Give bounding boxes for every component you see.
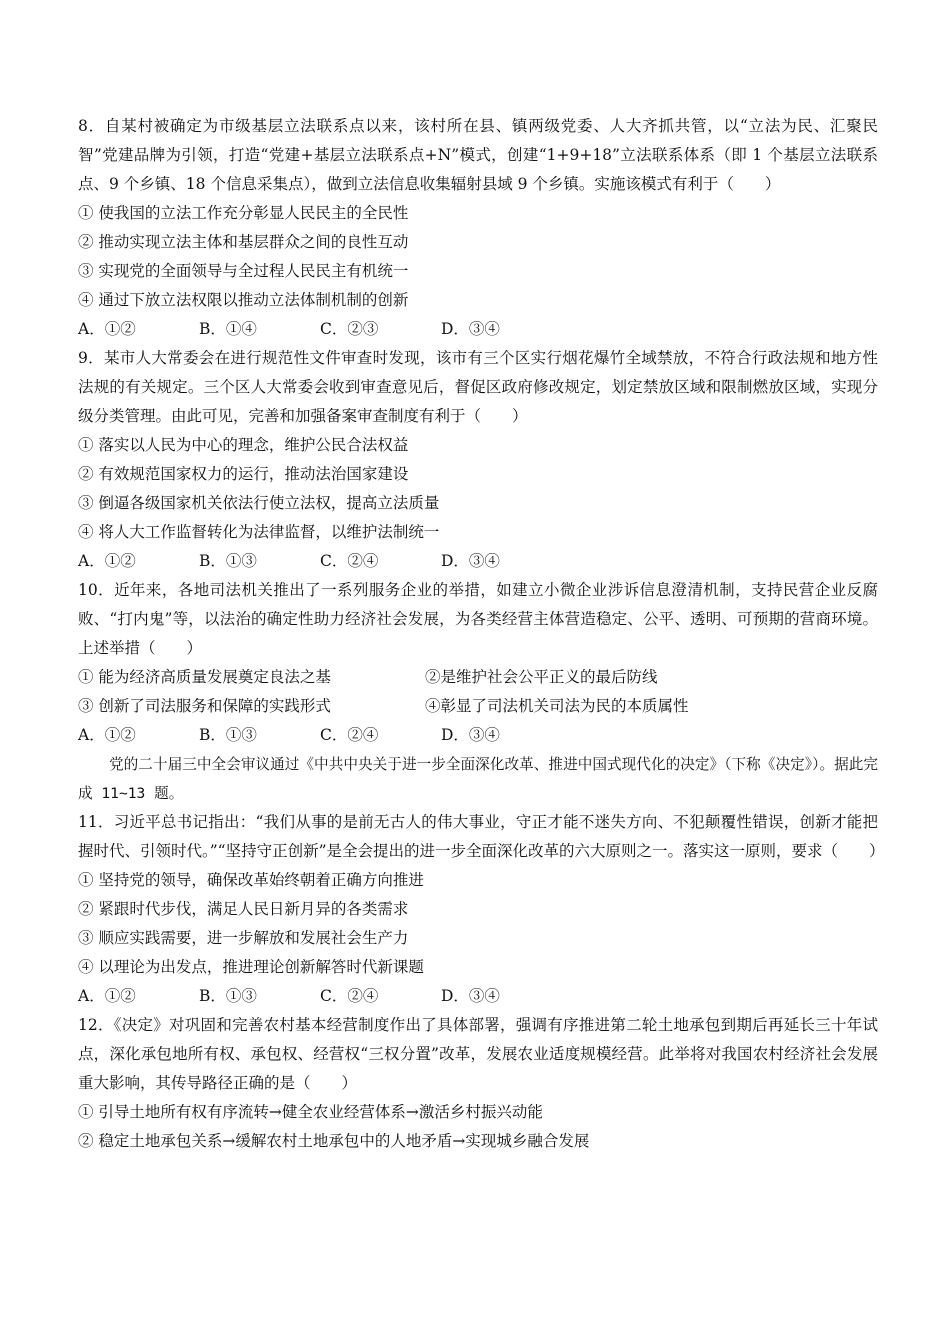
q10-option-d: D．③④ <box>441 726 500 744</box>
q10-items-row-1 <box>78 663 878 692</box>
q10-items-row-2 <box>78 692 878 721</box>
material-intro: 党的二十届三中全会审议通过《中共中央关于进一步全面深化改革、推进中国式现代化的决定》（下称《决定》）。据此完成 11~13 题。 <box>78 756 878 802</box>
q9-option-b: B．①③ <box>199 552 257 570</box>
q11-option-a: A．①② <box>78 987 136 1005</box>
q8-option-c: C．②③ <box>320 320 379 338</box>
q12-stem: 12．《决定》对巩固和完善农村基本经营制度作出了具体部署，强调有序推进第二轮土地承包到期后再延长三十年试点，深化承包地所有权、承包权、经营权“三权分置”改革，发展农业适度规模经营。此举将对我国农村经济社会发展重大影响，其传导路径正确的是（ ） <box>78 1016 878 1092</box>
q8-stem: 8．自某村被确定为市级基层立法联系点以来，该村所在县、镇两级党委、人大齐抓共管，以“立法为民、汇聚民智”党建品牌为引领，打造“党建+基层立法联系点+N”模式，创建“1+9+18”立法联系体系（即 1 个基层立法联系点、9 个乡镇、18 个信息采集点），做到立法信息收集辐射县域 9 个乡镇。实施该模式有利于（ ） <box>78 117 878 193</box>
q10-item-4: ④彰显了司法机关司法为民的本质属性 <box>425 697 689 715</box>
q10-item-1: ① 能为经济高质量发展奠定良法之基 <box>78 668 331 686</box>
q9-options <box>78 547 878 576</box>
q8-option-b: B．①④ <box>199 320 257 338</box>
q8-item-1: ① 使我国的立法工作充分彰显人民民主的全民性 <box>78 204 409 222</box>
q11-option-d: D．③④ <box>441 987 500 1005</box>
q10-item-3: ③ 创新了司法服务和保障的实践形式 <box>78 697 331 715</box>
q8-option-a: A．①② <box>78 320 136 338</box>
q10-option-b: B．①③ <box>199 726 257 744</box>
exam-page <box>78 112 885 1156</box>
q8-item-4: ④ 通过下放立法权限以推动立法体制机制的创新 <box>78 291 409 309</box>
q11-item-3: ③ 顺应实践需要，进一步解放和发展社会生产力 <box>78 929 409 947</box>
q12-item-1: ① 引导土地所有权有序流转→健全农业经营体系→激活乡村振兴动能 <box>78 1103 543 1121</box>
q9-option-c: C．②④ <box>320 552 379 570</box>
q11-stem: 11．习近平总书记指出：“我们从事的是前无古人的伟大事业，守正才能不迷失方向、不犯颠覆性错误，创新才能把握时代、引领时代。”“坚持守正创新”是全会提出的进一步全面深化改革的六大原则之一。落实这一原则，要求（ ） <box>78 813 885 860</box>
q11-option-b: B．①③ <box>199 987 257 1005</box>
q10-options <box>78 721 878 750</box>
q9-option-d: D．③④ <box>441 552 500 570</box>
q9-item-2: ② 有效规范国家权力的运行，推动法治国家建设 <box>78 465 409 483</box>
q11-option-c: C．②④ <box>320 987 379 1005</box>
q11-options <box>78 982 878 1011</box>
q8-options <box>78 315 878 344</box>
q11-item-2: ② 紧跟时代步伐，满足人民日新月异的各类需求 <box>78 900 409 918</box>
q8-option-d: D．③④ <box>441 320 500 338</box>
q10-option-a: A．①② <box>78 726 136 744</box>
q8-item-3: ③ 实现党的全面领导与全过程人民民主有机统一 <box>78 262 409 280</box>
q9-stem: 9．某市人大常委会在进行规范性文件审查时发现，该市有三个区实行烟花爆竹全域禁放，不符合行政法规和地方性法规的有关规定。三个区人大常委会收到审查意见后，督促区政府修改规定，划定禁放区域和限制燃放区域，实现分级分类管理。由此可见，完善和加强备案审查制度有利于（ ） <box>78 349 878 425</box>
q9-option-a: A．①② <box>78 552 136 570</box>
q8-item-2: ② 推动实现立法主体和基层群众之间的良性互动 <box>78 233 409 251</box>
q9-item-4: ④ 将人大工作监督转化为法律监督，以维护法制统一 <box>78 523 440 541</box>
q12-item-2: ② 稳定土地承包关系→缓解农村土地承包中的人地矛盾→实现城乡融合发展 <box>78 1132 590 1150</box>
q11-item-4: ④ 以理论为出发点，推进理论创新解答时代新课题 <box>78 958 424 976</box>
q10-option-c: C．②④ <box>320 726 379 744</box>
q9-item-3: ③ 倒逼各级国家机关依法行使立法权，提高立法质量 <box>78 494 440 512</box>
q9-item-1: ① 落实以人民为中心的理念，维护公民合法权益 <box>78 436 409 454</box>
q10-stem: 10．近年来，各地司法机关推出了一系列服务企业的举措，如建立小微企业涉诉信息澄清机制，支持民营企业反腐败、“打内鬼”等，以法治的确定性助力经济社会发展，为各类经营主体营造稳定、公平、透明、可预期的营商环境。上述举措（ ） <box>78 581 878 657</box>
q10-item-2: ②是维护社会公平正义的最后防线 <box>425 668 658 686</box>
q11-item-1: ① 坚持党的领导，确保改革始终朝着正确方向推进 <box>78 871 424 889</box>
